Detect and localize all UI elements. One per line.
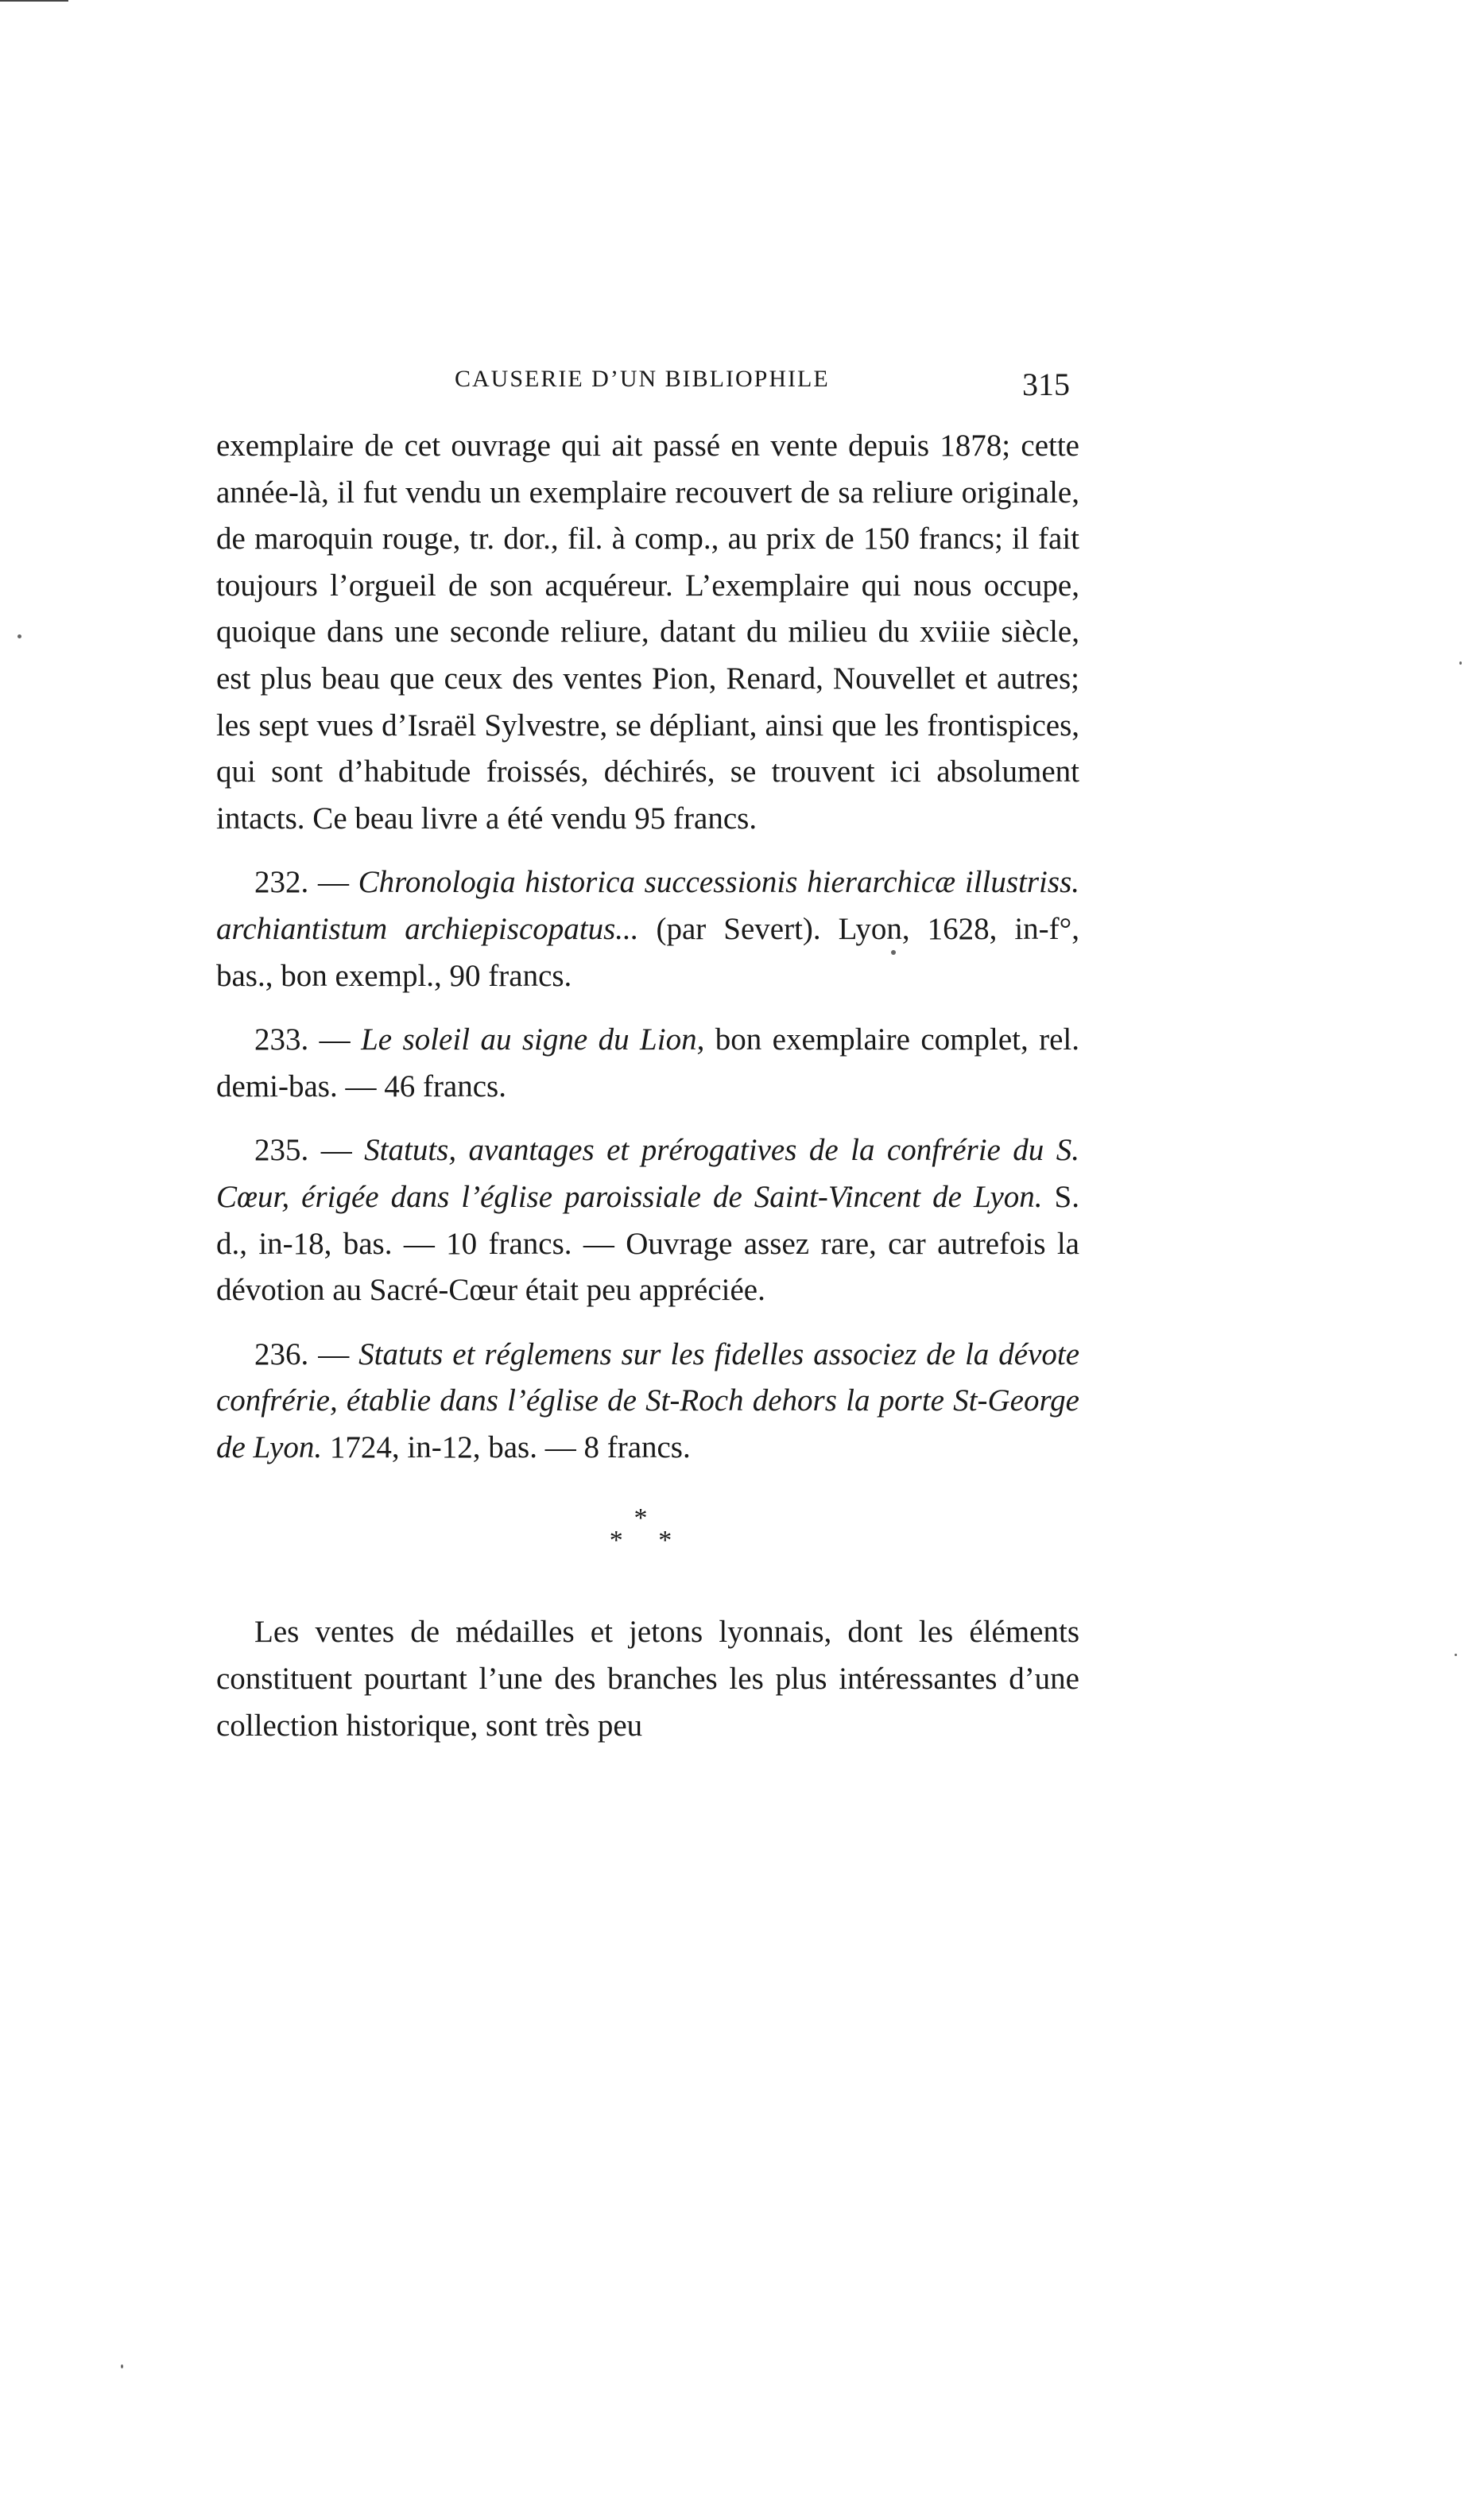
asterism-top: *	[634, 1503, 662, 1534]
catalog-entry-235: 235. — Statuts, avantages et prérogatives de la confrérie du S. Cœur, érigée dans l’église paroissiale de Saint-Vincent de Lyon. S. d., in-18, bas. — 10 francs. — Ouvrage assez rare, car autrefois la dévotion au Sacré-Cœur était peu appréciée.	[216, 1133, 1080, 1308]
entry-number: 232.	[254, 865, 309, 900]
section-separator	[216, 1503, 1079, 1556]
entry-title: Chronologia historica successionis hierarchicæ illustriss. archiantistum archiepiscopatus...	[216, 865, 1079, 946]
scan-speck	[17, 634, 21, 638]
entry-number: 233.	[254, 1022, 309, 1057]
entry-details: 1724, in-12, bas. — 8 francs.	[322, 1429, 691, 1464]
continued-paragraph: exemplaire de cet ouvrage qui ait passé en vente depuis 1878; cette année-là, il fut vendu un exemplaire recouvert de sa reliure originale, de maroquin rouge, tr. dor., fil. à comp., au prix de 150 francs; il fait toujours l’orgueil de son acquéreur. L’exemplaire qui nous occupe, quoique dans une seconde reliure, datant du milieu du xviiie siècle, est plus beau que ceux des ventes Pion, Renard, Nouvellet et autres; les sept vues d’Israël Sylvestre, se dépliant, ainsi que les frontispices, qui sont d’habitude froissés, déchirés, se trouvent ici absolument intacts. Ce beau livre a été vendu 95 francs.	[216, 429, 1079, 836]
asterism-bottom: * *	[609, 1526, 687, 1556]
closing-paragraph: Les ventes de médailles et jetons lyonnais, dont les éléments constituent pourtant l’une des branches les plus intéressantes d’une collection historique, sont très peu	[216, 1615, 1079, 1743]
entry-details: S. d., in-18, bas. — 10 francs. — Ouvrage assez rare, car autrefois la dévotion au Sacré-Cœur était peu appréciée.	[216, 1179, 1079, 1308]
catalog-entry-232: 232. — Chronologia historica successionis hierarchicæ illustriss. archiantistum archiepiscopatus... (par Severt). Lyon, 1628, in-f°, bas., bon exempl., 90 francs.	[216, 865, 1079, 993]
entry-details: (par Severt). Lyon, 1628, in-f°, bas., bon exempl., 90 francs.	[216, 911, 1079, 993]
scan-speck	[1459, 661, 1462, 665]
catalog-entry-233: 233. — Le soleil au signe du Lion, bon exemplaire complet, rel. demi-bas. — 46 francs.	[216, 1022, 1080, 1104]
catalog-entry-236: 236. — Statuts et réglemens sur les fidelles associez de la dévote confrérie, établie dans l’église de St-Roch dehors la porte St-George de Lyon. 1724, in-12, bas. — 8 francs.	[216, 1336, 1079, 1464]
entry-details: bon exemplaire complet, rel. demi-bas. — 46 francs.	[216, 1022, 1080, 1104]
scan-speck	[121, 2364, 123, 2368]
entry-title: Le soleil au signe du Lion,	[361, 1022, 705, 1057]
page-header	[216, 350, 1079, 423]
entry-title: Statuts et réglemens sur les fidelles associez de la dévote confrérie, établie dans l’église de St-Roch dehors la porte St-George de Lyon.	[216, 1336, 1079, 1464]
page-number: 315	[1022, 367, 1070, 402]
book-page	[216, 350, 1079, 1749]
entry-title: Statuts, avantages et prérogatives de la confrérie du S. Cœur, érigée dans l’église paroissiale de Saint-Vincent de Lyon.	[216, 1133, 1080, 1214]
scan-speck	[1455, 1654, 1457, 1656]
entry-number: 236.	[254, 1336, 309, 1371]
corner-rule	[0, 0, 68, 2]
entry-number: 235.	[254, 1133, 309, 1168]
running-title: CAUSERIE D’UN BIBLIOPHILE	[455, 366, 830, 392]
